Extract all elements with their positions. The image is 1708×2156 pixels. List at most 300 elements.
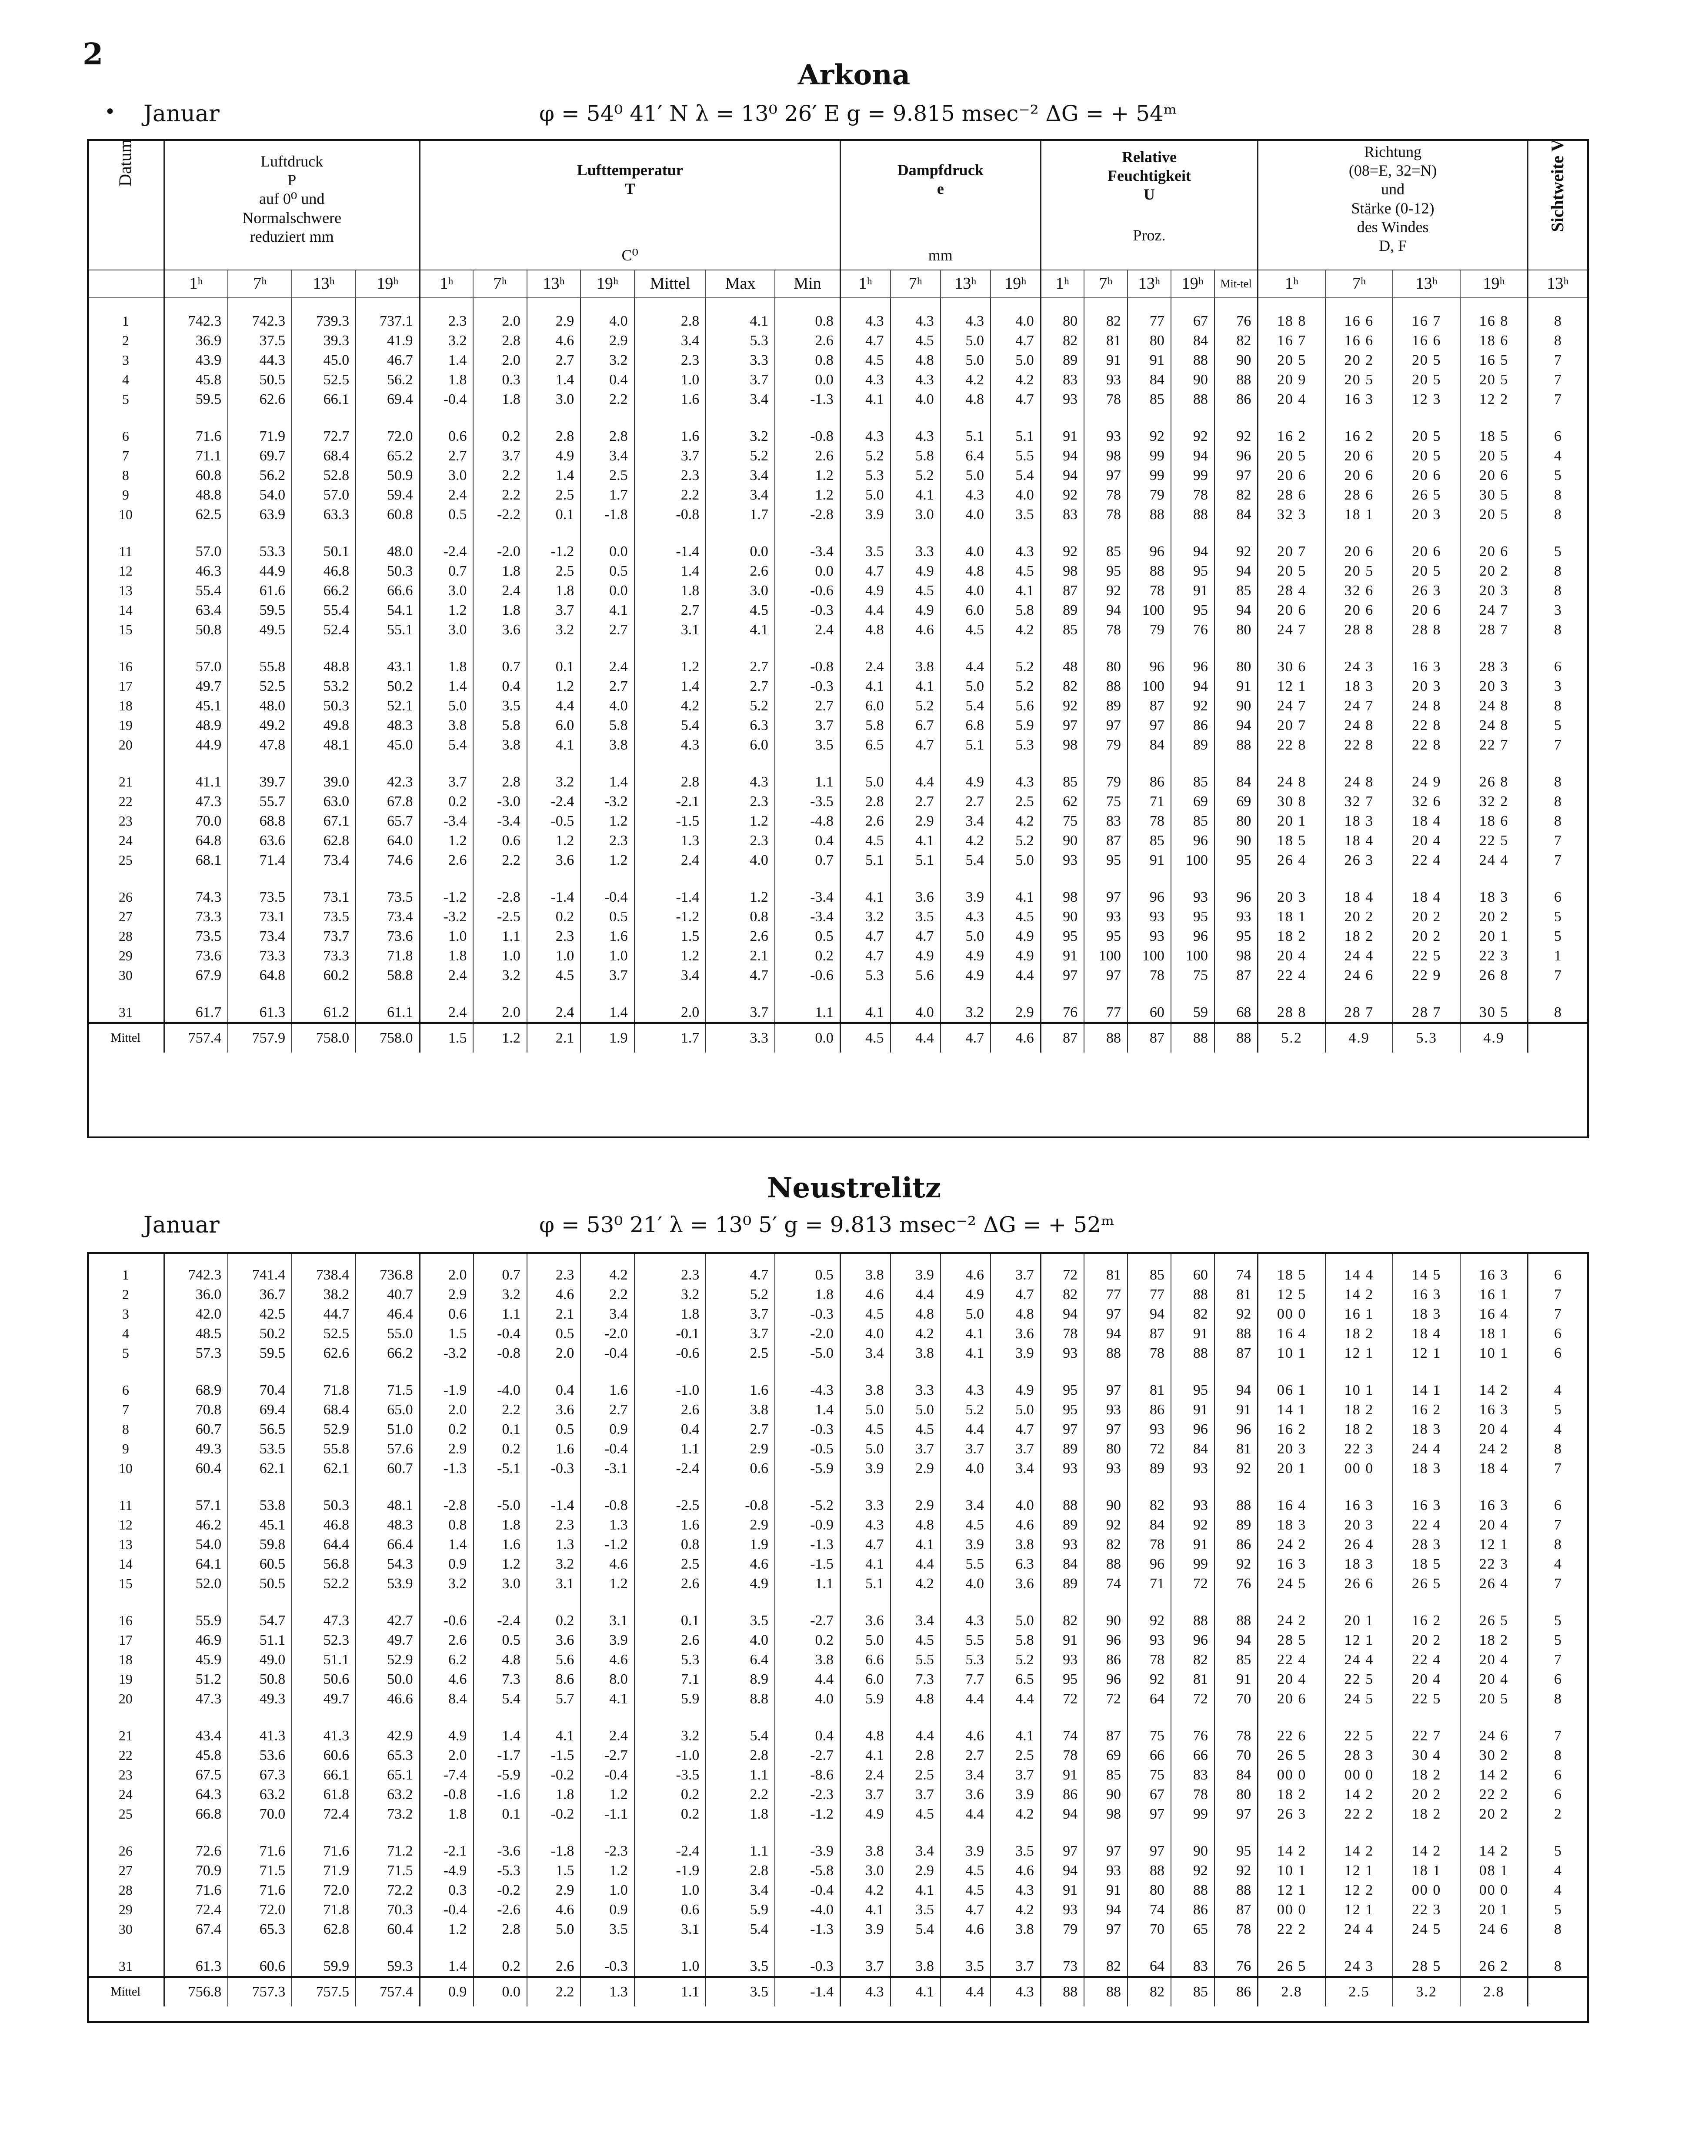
value-cell: 0.6 <box>420 1304 473 1324</box>
value-cell: 49.3 <box>228 1689 292 1709</box>
value-cell: 0.7 <box>420 561 473 581</box>
value-cell: 81 <box>1084 1252 1128 1285</box>
value-cell: 18 4 <box>1393 811 1460 831</box>
value-cell: 39.3 <box>292 331 356 350</box>
value-cell: 4.5 <box>991 907 1041 926</box>
value-cell: -2.8 <box>473 870 527 907</box>
value-cell: 3.5 <box>991 505 1041 524</box>
value-cell: 82 <box>1084 1939 1128 1977</box>
value-cell: 1.1 <box>473 926 527 946</box>
subheader-cell: 1ʰ <box>1041 270 1084 298</box>
value-cell: 26 5 <box>1393 1574 1460 1593</box>
table-row <box>87 1420 1587 1439</box>
value-cell: 7 <box>1528 1515 1587 1535</box>
value-cell: 24 7 <box>1258 696 1325 716</box>
value-cell: 95 <box>1171 600 1214 620</box>
value-cell: 00 0 <box>1393 1880 1460 1900</box>
value-cell: 20 5 <box>1460 505 1528 524</box>
value-cell: 3.8 <box>775 1650 840 1669</box>
date-cell: 21 <box>87 755 164 792</box>
value-cell: 77 <box>1084 1285 1128 1304</box>
table-row <box>87 1343 1587 1363</box>
date-cell: 28 <box>87 926 164 946</box>
value-cell: 20 6 <box>1258 600 1325 620</box>
value-cell: 3.5 <box>706 1977 775 2006</box>
value-cell: 24 7 <box>1460 600 1528 620</box>
value-cell: 4.8 <box>941 390 991 409</box>
value-cell: -0.8 <box>580 1478 634 1515</box>
value-cell: 1.2 <box>580 850 634 870</box>
value-cell: 14 5 <box>1393 1252 1460 1285</box>
value-cell: 83 <box>1171 1765 1214 1785</box>
value-cell: 1.1 <box>634 1439 706 1459</box>
value-cell: 2.6 <box>634 1400 706 1420</box>
value-cell: 28 4 <box>1258 581 1325 600</box>
value-cell: 3.4 <box>706 485 775 505</box>
value-cell: -2.4 <box>527 792 580 811</box>
value-cell: 4.0 <box>941 524 991 561</box>
value-cell: 3.4 <box>991 1459 1041 1478</box>
value-cell: 4.3 <box>634 735 706 755</box>
value-cell: 4.6 <box>840 1285 890 1304</box>
table-row <box>87 946 1587 966</box>
value-cell: 3.9 <box>941 1535 991 1554</box>
value-cell: 0.9 <box>580 1900 634 1919</box>
value-cell: 26 3 <box>1325 850 1393 870</box>
value-cell: 18 2 <box>1258 1785 1325 1804</box>
value-cell: 0.0 <box>580 581 634 600</box>
value-cell: 6.0 <box>941 600 991 620</box>
value-cell: 4.3 <box>840 370 890 390</box>
value-cell: 75 <box>1171 966 1214 985</box>
value-cell: 1.0 <box>634 1880 706 1900</box>
value-cell: 2.8 <box>634 755 706 792</box>
value-cell: 1 <box>1528 946 1587 966</box>
value-cell: 4.0 <box>991 298 1041 331</box>
date-cell: 20 <box>87 735 164 755</box>
value-cell: 72.7 <box>292 409 356 446</box>
value-cell: 48.5 <box>164 1324 228 1343</box>
value-cell: 16 3 <box>1460 1400 1528 1420</box>
value-cell: 30 8 <box>1258 792 1325 811</box>
value-cell: -2.4 <box>420 524 473 561</box>
value-cell: -0.2 <box>527 1804 580 1824</box>
value-cell: 82 <box>1171 1650 1214 1669</box>
value-cell: 91 <box>1128 350 1171 370</box>
value-cell: 4.7 <box>840 1535 890 1554</box>
subheader-cell: 13ʰ <box>1528 270 1587 298</box>
value-cell: 3.8 <box>891 1939 941 1977</box>
value-cell: 4.1 <box>706 620 775 640</box>
value-cell: 56.8 <box>292 1554 356 1574</box>
value-cell: 60.5 <box>228 1554 292 1574</box>
value-cell: -0.8 <box>775 409 841 446</box>
value-cell: 48.3 <box>356 716 420 735</box>
value-cell: 22 3 <box>1460 1554 1528 1574</box>
value-cell: 4.9 <box>941 755 991 792</box>
value-cell: 16 7 <box>1258 331 1325 350</box>
value-cell: -3.2 <box>420 907 473 926</box>
value-cell: 93 <box>1041 390 1084 409</box>
value-cell: 7 <box>1528 1285 1587 1304</box>
value-cell: 5.8 <box>991 600 1041 620</box>
value-cell: 3.3 <box>840 1478 890 1515</box>
value-cell: 2.7 <box>941 792 991 811</box>
value-cell: -0.3 <box>775 1939 840 1977</box>
value-cell: 8 <box>1528 561 1587 581</box>
value-cell: 72.6 <box>164 1824 228 1861</box>
value-cell: 87 <box>1128 696 1171 716</box>
value-cell: 24 8 <box>1393 696 1460 716</box>
value-cell: 4.1 <box>941 1324 991 1343</box>
date-cell: 13 <box>87 1535 164 1554</box>
value-cell: 53.9 <box>356 1574 420 1593</box>
value-cell: 4.0 <box>580 696 634 716</box>
value-cell: 16 3 <box>1258 1554 1325 1574</box>
date-cell: 29 <box>87 1900 164 1919</box>
value-cell: 3.8 <box>891 1343 941 1363</box>
value-cell: 3.5 <box>706 1593 775 1630</box>
value-cell: 742.3 <box>164 298 228 331</box>
value-cell: 1.4 <box>775 1400 840 1420</box>
value-cell: 90 <box>1041 831 1084 850</box>
value-cell: 4.3 <box>891 409 941 446</box>
header-vapour: Dampfdruck e mm <box>840 139 1041 270</box>
value-cell: 18 3 <box>1325 811 1393 831</box>
value-cell: 3.8 <box>420 716 473 735</box>
value-cell: 49.7 <box>356 1630 420 1650</box>
value-cell: 4.5 <box>840 1420 890 1439</box>
value-cell: 93 <box>1084 907 1128 926</box>
value-cell: 86 <box>1128 1400 1171 1420</box>
value-cell: 93 <box>1171 1478 1214 1515</box>
value-cell: 4.6 <box>527 1285 580 1304</box>
value-cell: 4 <box>1528 1554 1587 1574</box>
value-cell: 20 5 <box>1258 446 1325 466</box>
value-cell: 4.1 <box>991 1709 1041 1746</box>
mean-row <box>87 1023 1587 1053</box>
value-cell: 5.3 <box>941 1650 991 1669</box>
value-cell: 96 <box>1171 831 1214 850</box>
value-cell: -2.0 <box>473 524 527 561</box>
value-cell: 18 4 <box>1460 1459 1528 1478</box>
value-cell: 36.0 <box>164 1285 228 1304</box>
value-cell: -0.4 <box>775 1880 840 1900</box>
date-cell: 4 <box>87 370 164 390</box>
value-cell: 7 <box>1528 966 1587 985</box>
value-cell: 2.0 <box>420 1400 473 1420</box>
value-cell: 88 <box>1171 390 1214 409</box>
value-cell: 2.4 <box>420 985 473 1023</box>
value-cell: 92 <box>1041 696 1084 716</box>
value-cell: 3.8 <box>840 1252 890 1285</box>
value-cell: 16 6 <box>1393 331 1460 350</box>
date-cell: 12 <box>87 1515 164 1535</box>
value-cell: -5.0 <box>474 1478 527 1515</box>
value-cell: 47.3 <box>164 1689 228 1709</box>
table-row <box>87 446 1587 466</box>
value-cell: 5.0 <box>941 350 991 370</box>
table-row <box>87 1765 1587 1785</box>
value-cell: 85 <box>1041 620 1084 640</box>
value-cell: 51.2 <box>164 1669 228 1689</box>
value-cell: 5.3 <box>634 1650 706 1669</box>
value-cell: 10 1 <box>1325 1363 1393 1400</box>
value-cell: 4.1 <box>580 600 634 620</box>
value-cell: 3.8 <box>991 1535 1041 1554</box>
value-cell: 7 <box>1528 370 1587 390</box>
value-cell: -4.3 <box>775 1363 840 1400</box>
value-cell: 97 <box>1084 1919 1128 1939</box>
value-cell: 88 <box>1171 1880 1214 1900</box>
value-cell: 4.3 <box>840 1977 890 2006</box>
value-cell: -5.9 <box>474 1765 527 1785</box>
value-cell: 62.1 <box>292 1459 356 1478</box>
value-cell: 739.3 <box>292 298 356 331</box>
value-cell: -1.6 <box>474 1785 527 1804</box>
value-cell: 96 <box>1171 1630 1214 1650</box>
date-cell: 22 <box>87 1746 164 1765</box>
value-cell: 3.8 <box>891 640 941 676</box>
value-cell: 0.7 <box>474 1252 527 1285</box>
value-cell: 1.4 <box>420 676 473 696</box>
data-table-arkona <box>87 139 1587 1053</box>
table-row <box>87 485 1587 505</box>
value-cell: 66 <box>1171 1746 1214 1765</box>
date-cell: 10 <box>87 1459 164 1478</box>
value-cell: 4.0 <box>941 1574 991 1593</box>
value-cell: 6.5 <box>991 1669 1041 1689</box>
value-cell: 63.2 <box>228 1785 292 1804</box>
value-cell: 26 5 <box>1393 485 1460 505</box>
date-cell: Mittel <box>87 1023 164 1053</box>
value-cell: 65.3 <box>228 1919 292 1939</box>
value-cell: 93 <box>1084 1400 1128 1420</box>
value-cell: 30 5 <box>1460 985 1528 1023</box>
value-cell: 18 3 <box>1460 870 1528 907</box>
value-cell: 91 <box>1084 1880 1128 1900</box>
value-cell: 93 <box>1041 1900 1084 1919</box>
value-cell: 2.6 <box>420 1630 473 1650</box>
value-cell: 3.5 <box>891 1900 941 1919</box>
value-cell: -0.3 <box>775 1420 840 1439</box>
value-cell: -1.5 <box>527 1746 580 1765</box>
value-cell: 88 <box>1041 1977 1084 2006</box>
value-cell: 95 <box>1041 1669 1084 1689</box>
value-cell: -1.2 <box>580 1535 634 1554</box>
value-cell: 20 2 <box>1393 907 1460 926</box>
value-cell: 18 2 <box>1393 1804 1460 1824</box>
value-cell: 1.0 <box>420 926 473 946</box>
value-cell: 757.5 <box>292 1977 356 2006</box>
subheader-cell: 19ʰ <box>1171 270 1214 298</box>
value-cell: 4.9 <box>991 926 1041 946</box>
value-cell: 1.8 <box>420 640 473 676</box>
value-cell: 95 <box>1041 1400 1084 1420</box>
value-cell: 4.2 <box>840 1880 890 1900</box>
value-cell: 22 2 <box>1325 1804 1393 1824</box>
value-cell: 1.0 <box>580 1880 634 1900</box>
value-cell: 20 2 <box>1460 907 1528 926</box>
value-cell: 56.5 <box>228 1420 292 1439</box>
value-cell: 7 <box>1528 1709 1587 1746</box>
value-cell: 3.5 <box>473 696 527 716</box>
value-cell: 67 <box>1171 298 1214 331</box>
subheader-cell: Mit-tel <box>1214 270 1258 298</box>
value-cell: 0.8 <box>420 1515 473 1535</box>
value-cell: 2.5 <box>1325 1977 1393 2006</box>
value-cell: 1.2 <box>473 1023 527 1053</box>
value-cell: 3.5 <box>941 1939 991 1977</box>
value-cell: 2.7 <box>634 600 706 620</box>
station-title-arkona: Arkona <box>797 59 911 91</box>
value-cell: 20 6 <box>1460 524 1528 561</box>
value-cell: 3.1 <box>580 1593 634 1630</box>
value-cell: 98 <box>1214 946 1258 966</box>
value-cell: 16 3 <box>1325 390 1393 409</box>
value-cell: 74 <box>1041 1709 1084 1746</box>
value-cell: 91 <box>1171 1400 1214 1420</box>
value-cell: 4.8 <box>840 1709 890 1746</box>
value-cell: 8 <box>1528 581 1587 600</box>
value-cell: 93 <box>1084 370 1128 390</box>
value-cell: -0.3 <box>580 1939 634 1977</box>
value-cell: 20 6 <box>1258 466 1325 485</box>
value-cell: 18 6 <box>1460 331 1528 350</box>
value-cell: 14 1 <box>1393 1363 1460 1400</box>
value-cell: 5.5 <box>941 1554 991 1574</box>
value-cell: 0.0 <box>775 370 841 390</box>
value-cell: 4.3 <box>941 298 991 331</box>
value-cell: -0.4 <box>474 1324 527 1343</box>
value-cell: 74.3 <box>164 870 228 907</box>
date-cell: 13 <box>87 581 164 600</box>
value-cell: 4.0 <box>991 1478 1041 1515</box>
value-cell: 91 <box>1214 676 1258 696</box>
value-cell: 46.2 <box>164 1515 228 1535</box>
value-cell: 1.4 <box>527 466 580 485</box>
value-cell: 4.2 <box>991 811 1041 831</box>
value-cell: -1.9 <box>420 1363 473 1400</box>
value-cell: 28 5 <box>1393 1939 1460 1977</box>
value-cell: 8 <box>1528 985 1587 1023</box>
value-cell: 4.5 <box>840 1023 890 1053</box>
value-cell: 82 <box>1214 331 1258 350</box>
value-cell: 20 3 <box>1460 676 1528 696</box>
value-cell: 55.4 <box>164 581 228 600</box>
value-cell: 2.3 <box>580 831 634 850</box>
value-cell: 66.2 <box>356 1343 420 1363</box>
value-cell: 6.4 <box>941 446 991 466</box>
value-cell: 82 <box>1041 676 1084 696</box>
value-cell: 78 <box>1128 581 1171 600</box>
value-cell: 0.8 <box>706 907 775 926</box>
value-cell: 5.2 <box>706 1285 775 1304</box>
value-cell: 4.2 <box>941 370 991 390</box>
value-cell: 46.7 <box>356 350 420 370</box>
header-datum: Datum <box>87 139 164 270</box>
value-cell: 94 <box>1041 1804 1084 1824</box>
value-cell: -0.6 <box>420 1593 473 1630</box>
value-cell: -2.4 <box>634 1459 706 1478</box>
value-cell: 20 5 <box>1393 409 1460 446</box>
value-cell: 5.2 <box>991 831 1041 850</box>
value-cell: 1.4 <box>420 1535 473 1554</box>
value-cell: 0.2 <box>474 1439 527 1459</box>
value-cell: 0.6 <box>420 409 473 446</box>
value-cell: 3.9 <box>840 1919 890 1939</box>
value-cell: -3.0 <box>473 792 527 811</box>
value-cell: 3.6 <box>527 850 580 870</box>
value-cell: -1.0 <box>634 1746 706 1765</box>
value-cell: 78 <box>1128 1343 1171 1363</box>
value-cell: 59 <box>1171 985 1214 1023</box>
value-cell: 81 <box>1214 1285 1258 1304</box>
value-cell: 757.3 <box>228 1977 292 2006</box>
date-cell: 3 <box>87 350 164 370</box>
value-cell: 0.4 <box>634 1420 706 1439</box>
value-cell: 20 2 <box>1393 1785 1460 1804</box>
value-cell: 55.8 <box>228 640 292 676</box>
value-cell: -8.6 <box>775 1765 840 1785</box>
date-cell: 23 <box>87 811 164 831</box>
date-cell: 5 <box>87 390 164 409</box>
value-cell: 4.1 <box>840 870 890 907</box>
value-cell: 1.2 <box>634 946 706 966</box>
value-cell: 5.4 <box>706 1919 775 1939</box>
value-cell: 72.4 <box>292 1804 356 1824</box>
value-cell: 57.0 <box>164 640 228 676</box>
value-cell: 4.0 <box>580 298 634 331</box>
value-cell: 84 <box>1041 1554 1084 1574</box>
value-cell: 2.7 <box>706 676 775 696</box>
value-cell <box>1528 1023 1587 1053</box>
value-cell: 28 7 <box>1325 985 1393 1023</box>
value-cell: 96 <box>1171 926 1214 946</box>
value-cell: 28 8 <box>1393 620 1460 640</box>
value-cell: 91 <box>1171 1535 1214 1554</box>
value-cell: 20 1 <box>1460 1900 1528 1919</box>
value-cell: -1.3 <box>775 1535 840 1554</box>
value-cell: 4.9 <box>941 966 991 985</box>
header-visibility: Sichtweite V <box>1528 139 1587 270</box>
value-cell: -5.0 <box>775 1343 840 1363</box>
value-cell: 1.8 <box>527 1785 580 1804</box>
value-cell: 4.9 <box>891 946 941 966</box>
value-cell: 22 4 <box>1258 1650 1325 1669</box>
value-cell: 0.0 <box>706 524 775 561</box>
value-cell: 30 5 <box>1460 485 1528 505</box>
value-cell: 90 <box>1084 1478 1128 1515</box>
value-cell: 89 <box>1041 600 1084 620</box>
date-cell: 4 <box>87 1324 164 1343</box>
value-cell: 20 1 <box>1258 1459 1325 1478</box>
value-cell: 37.5 <box>228 331 292 350</box>
value-cell: 94 <box>1084 600 1128 620</box>
value-cell: 52.2 <box>292 1574 356 1593</box>
value-cell: 1.2 <box>420 831 473 850</box>
date-cell: 9 <box>87 1439 164 1459</box>
value-cell: 2.5 <box>527 561 580 581</box>
value-cell: 91 <box>1214 1400 1258 1420</box>
value-cell: 59.5 <box>228 600 292 620</box>
value-cell: 1.8 <box>634 1304 706 1324</box>
value-cell: 4.4 <box>775 1669 840 1689</box>
value-cell: 2.8 <box>634 298 706 331</box>
value-cell: 88 <box>1128 505 1171 524</box>
value-cell: 2.9 <box>420 1285 473 1304</box>
value-cell: 4.3 <box>941 1593 991 1630</box>
